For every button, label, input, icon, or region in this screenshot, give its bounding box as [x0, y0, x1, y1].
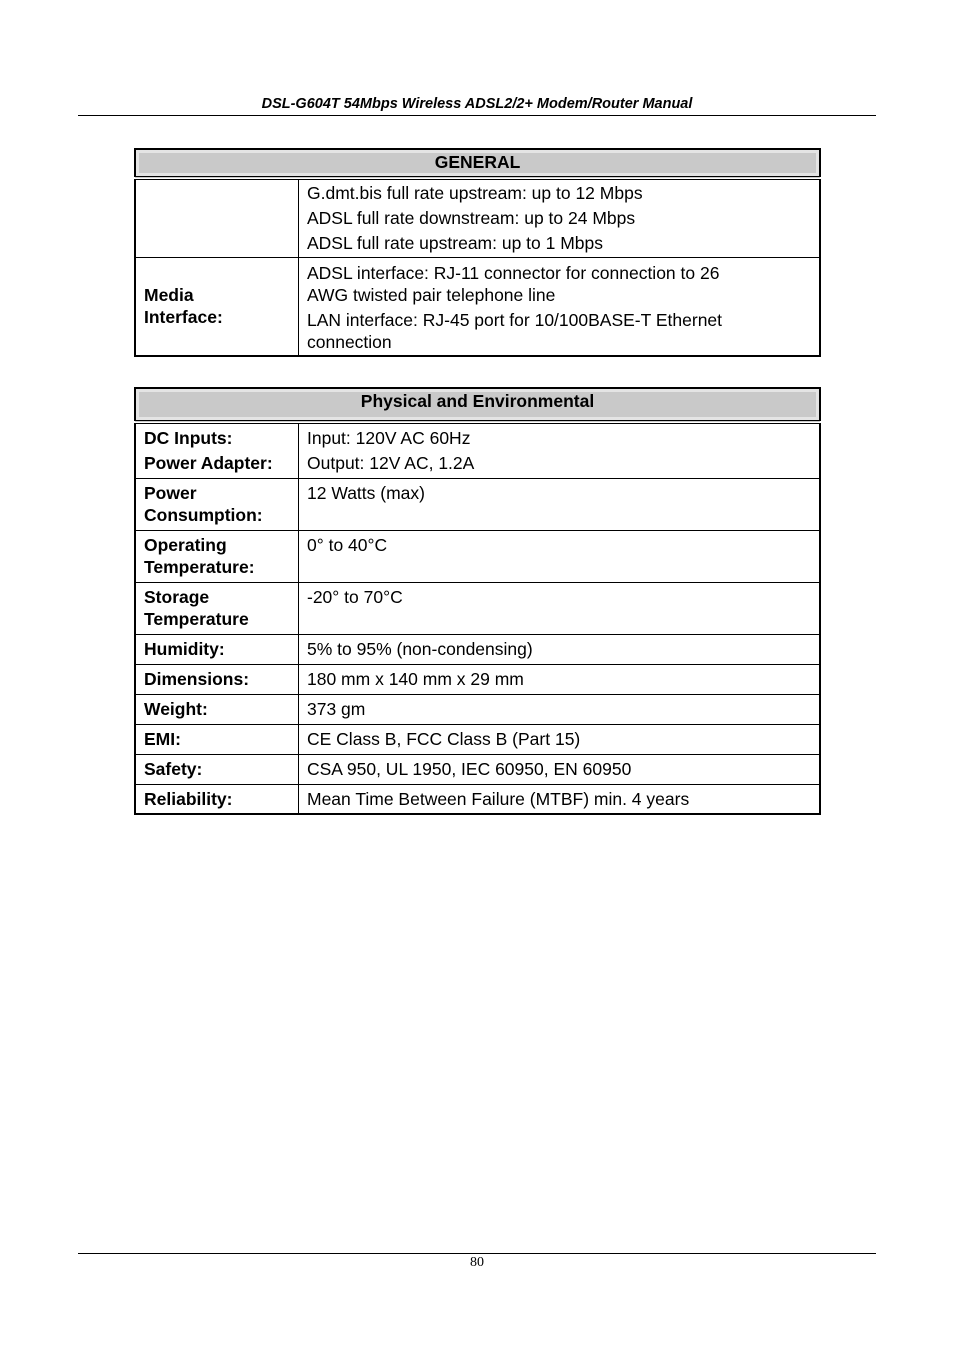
value-line: G.dmt.bis full rate upstream: up to 12 Mbps	[307, 183, 643, 203]
spec-label	[135, 754, 299, 784]
page-number: 80	[470, 1255, 484, 1270]
value-line: AWG twisted pair telephone line	[307, 284, 556, 305]
spec-label	[135, 530, 299, 582]
label-line: Dimensions:	[144, 668, 250, 689]
spec-value	[299, 784, 821, 814]
page-header-title: DSL-G604T 54Mbps Wireless ADSL2/2+ Modem/Router Manual	[261, 96, 693, 112]
spec-label	[135, 724, 299, 754]
table-row	[135, 530, 820, 582]
table-row	[135, 784, 820, 814]
value-line: CE Class B, FCC Class B (Part 15)	[307, 728, 581, 749]
general-spec-table	[134, 148, 821, 357]
value-line: Output: 12V AC, 1.2A	[307, 453, 475, 473]
label-line: Reliability:	[144, 788, 233, 809]
spec-value	[299, 422, 821, 478]
value-line: 12 Watts (max)	[307, 482, 425, 503]
label-line: Temperature:	[144, 556, 255, 577]
spec-label	[135, 422, 299, 478]
table-row	[135, 178, 820, 257]
table-caption: Physical and Environmental	[135, 388, 820, 422]
footer-rule	[78, 1253, 876, 1254]
value-line: CSA 950, UL 1950, IEC 60950, EN 60950	[307, 758, 632, 779]
label-line: Interface:	[144, 307, 223, 328]
label-line: Operating	[144, 534, 227, 555]
spec-label	[135, 664, 299, 694]
spec-label	[135, 257, 299, 356]
table-row	[135, 422, 820, 478]
spec-value	[299, 530, 821, 582]
spec-value	[299, 634, 821, 664]
spec-value	[299, 178, 821, 257]
label-line: Consumption:	[144, 504, 263, 525]
spec-value	[299, 664, 821, 694]
label-line: Safety:	[144, 758, 203, 779]
label-line: DC Inputs:	[144, 428, 233, 448]
label-line: Humidity:	[144, 638, 225, 659]
physical-environmental-spec-table	[134, 387, 821, 815]
spec-label	[135, 694, 299, 724]
value-line: ADSL full rate downstream: up to 24 Mbps	[307, 208, 636, 228]
table-caption-row	[135, 149, 820, 178]
value-line: -20° to 70°C	[307, 586, 403, 607]
table-row	[135, 257, 820, 356]
label-line: Storage	[144, 586, 210, 607]
value-line: ADSL full rate upstream: up to 1 Mbps	[307, 233, 604, 253]
spec-value	[299, 724, 821, 754]
spec-value	[299, 582, 821, 634]
value-line: Mean Time Between Failure (MTBF) min. 4 years	[307, 788, 690, 809]
label-line: Media	[144, 285, 194, 306]
spec-label	[135, 634, 299, 664]
value-line: 373 gm	[307, 698, 366, 719]
label-line: Power	[144, 482, 197, 503]
value-line: Input: 120V AC 60Hz	[307, 428, 471, 448]
table-row	[135, 634, 820, 664]
value-line: 5% to 95% (non-condensing)	[307, 638, 533, 659]
label-line: Power Adapter:	[144, 453, 273, 473]
table-row	[135, 478, 820, 530]
spec-value	[299, 257, 821, 356]
value-line: 0° to 40°C	[307, 534, 388, 555]
table-caption-row	[135, 388, 820, 422]
spec-label	[135, 582, 299, 634]
value-line: 180 mm x 140 mm x 29 mm	[307, 668, 524, 689]
value-line: ADSL interface: RJ-11 connector for connection to 26	[307, 262, 720, 283]
table-row	[135, 582, 820, 634]
header-rule	[78, 115, 876, 116]
spec-label	[135, 178, 299, 257]
table-caption: GENERAL	[135, 149, 820, 178]
label-line: Temperature	[144, 608, 249, 629]
spec-value	[299, 694, 821, 724]
spec-value	[299, 478, 821, 530]
value-line: connection	[307, 331, 392, 352]
spec-value	[299, 754, 821, 784]
spec-label	[135, 478, 299, 530]
table-row	[135, 694, 820, 724]
value-line: LAN interface: RJ-45 port for 10/100BASE-T Ethernet	[307, 309, 723, 330]
table-row	[135, 754, 820, 784]
table-row	[135, 724, 820, 754]
spec-label	[135, 784, 299, 814]
label-line: Weight:	[144, 698, 208, 719]
label-line: EMI:	[144, 728, 181, 749]
table-row	[135, 664, 820, 694]
